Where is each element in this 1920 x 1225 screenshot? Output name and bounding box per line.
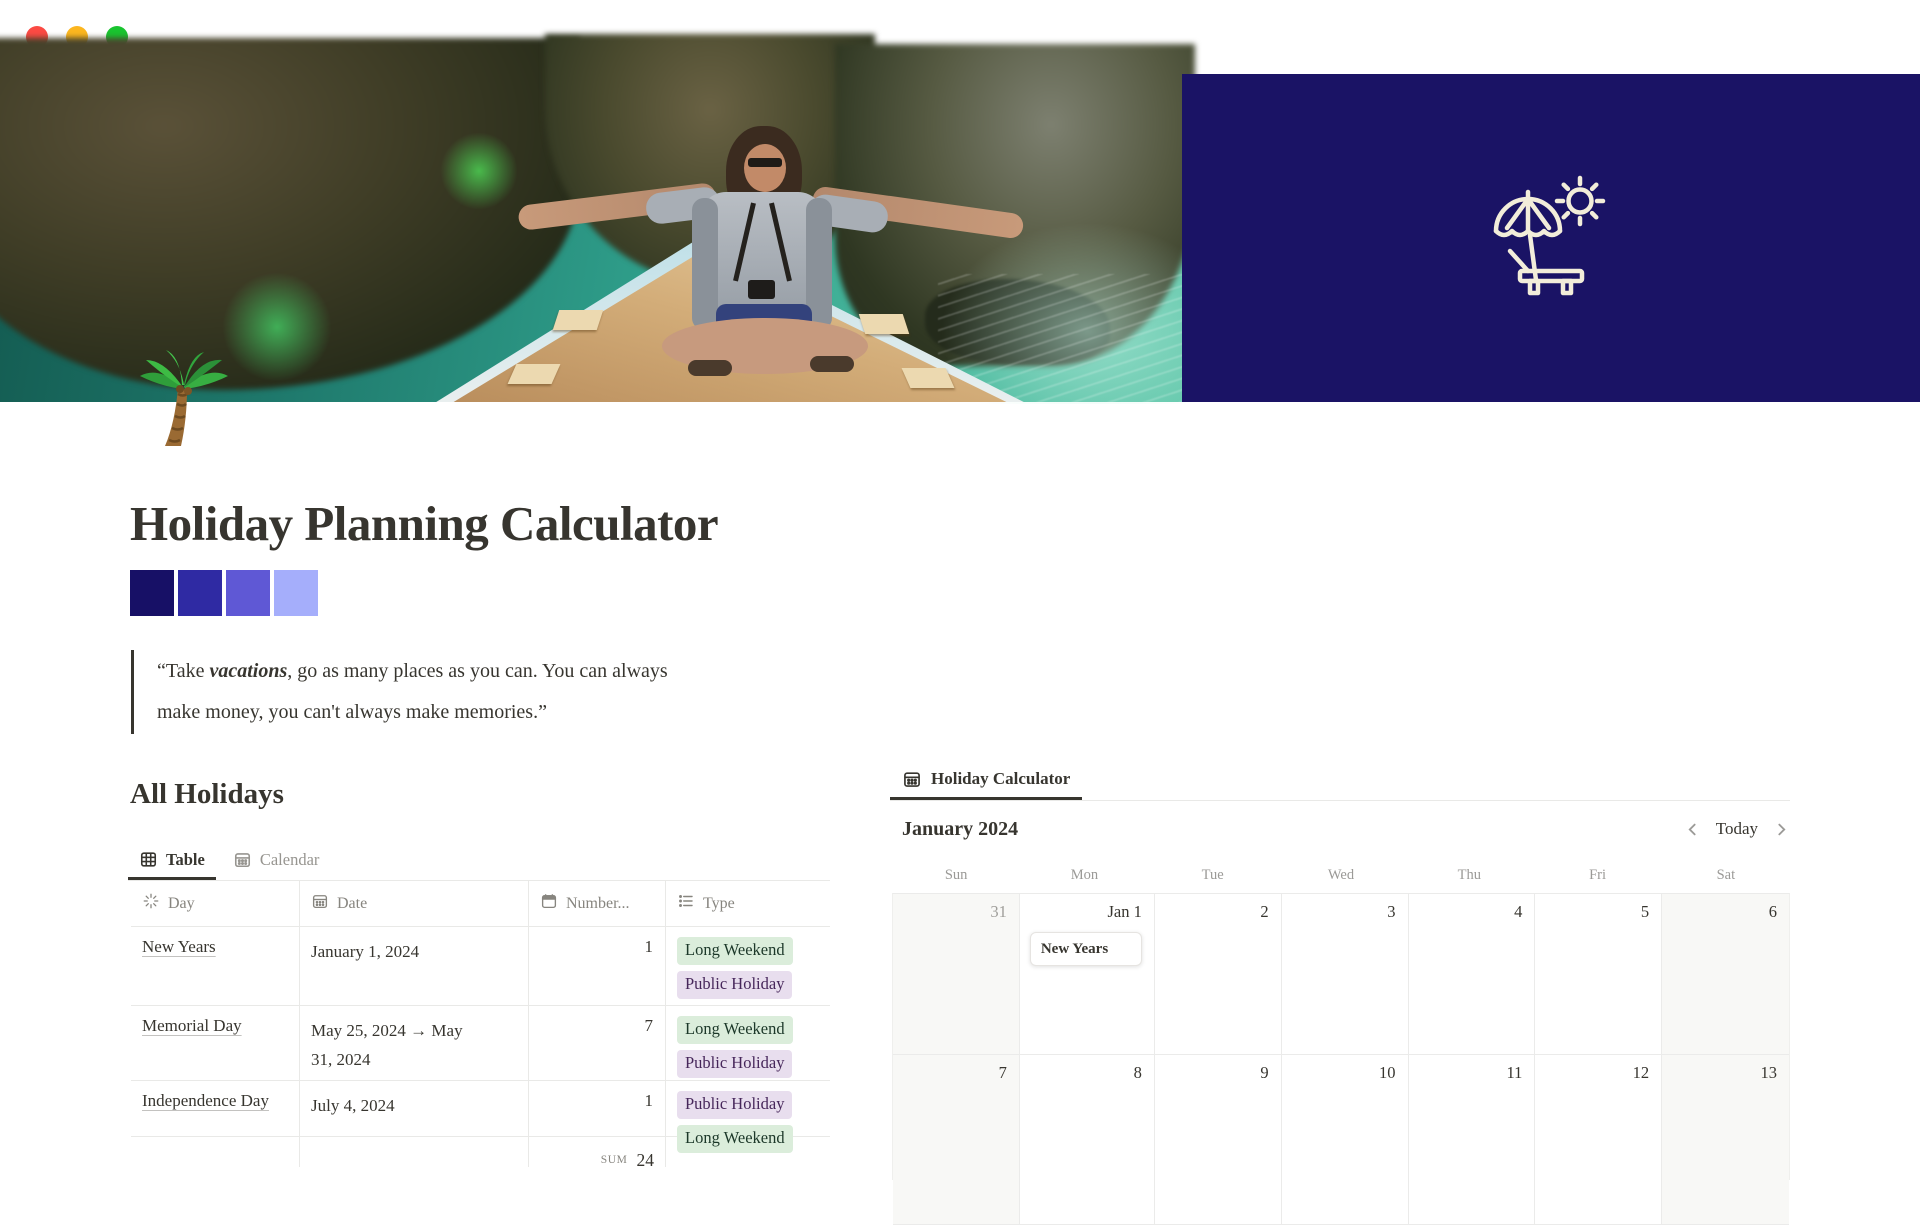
- holiday-page-link[interactable]: Memorial Day: [142, 1016, 242, 1035]
- table-icon: [139, 850, 158, 869]
- calendar-day-cell[interactable]: 12: [1535, 1055, 1662, 1225]
- person-face: [744, 144, 786, 192]
- column-label: Day: [168, 894, 195, 912]
- day-cell: [131, 1006, 300, 1080]
- calendar-day-cell[interactable]: 10: [1282, 1055, 1409, 1225]
- table-body: [131, 927, 830, 1147]
- calendar-day-cell[interactable]: 11: [1409, 1055, 1536, 1225]
- bulleted-list-icon: [677, 892, 695, 915]
- type-tag: Public Holiday: [677, 1091, 792, 1119]
- tab-calendar-view[interactable]: [222, 842, 331, 880]
- view-tab-bar: [128, 842, 830, 881]
- calendar-event-new-years[interactable]: New Years: [1030, 932, 1142, 966]
- sunglasses: [748, 158, 782, 167]
- chevron-right-icon[interactable]: [1775, 823, 1788, 836]
- holiday-page-link[interactable]: Independence Day: [142, 1091, 269, 1110]
- color-swatch: [226, 570, 270, 616]
- column-header-number[interactable]: [529, 881, 666, 926]
- number-cell: 1: [529, 1081, 666, 1167]
- type-tag: Public Holiday: [677, 1050, 792, 1078]
- column-label: Date: [337, 894, 368, 912]
- weekday-label: Tue: [1201, 866, 1224, 883]
- type-tag: Long Weekend: [677, 1125, 793, 1153]
- column-label: Type: [703, 894, 735, 912]
- boat-bench: [859, 314, 909, 334]
- starburst-icon: [142, 892, 160, 915]
- type-tag: Long Weekend: [677, 937, 793, 965]
- sum-label: SUM: [600, 1154, 628, 1166]
- boat-bench: [902, 368, 955, 388]
- quote-emphasis: vacations: [209, 660, 288, 682]
- chevron-left-icon[interactable]: [1686, 823, 1699, 836]
- tab-holiday-calculator[interactable]: [890, 760, 1082, 800]
- quote-text: “Take: [157, 660, 210, 682]
- quote-text: make money, you can't always make memories.”: [157, 701, 547, 723]
- table-row: [131, 927, 830, 1006]
- calendar-header: [890, 806, 1790, 852]
- sum-value: 24: [636, 1149, 654, 1170]
- calendar-month-label: January 2024: [902, 817, 1019, 840]
- type-cell: [666, 1006, 830, 1080]
- date-cell: January 1, 2024: [300, 927, 529, 1005]
- lens-flare: [222, 272, 332, 382]
- weekday-label: Sun: [944, 866, 968, 883]
- tab-label: Holiday Calculator: [931, 768, 1071, 788]
- column-header-type[interactable]: [666, 881, 830, 926]
- table-header-row: [131, 881, 830, 927]
- cover-accent-panel: [1182, 74, 1920, 402]
- weekday-label: Wed: [1327, 866, 1355, 883]
- date-cell: July 4, 2024: [300, 1081, 529, 1167]
- page-cover: [0, 74, 1920, 402]
- color-swatch-gallery: [130, 570, 318, 616]
- person-cardigan: [692, 198, 718, 330]
- today-button[interactable]: Today: [1715, 819, 1758, 838]
- calendar-icon: [311, 892, 329, 915]
- column-header-day[interactable]: [131, 881, 300, 926]
- calendar-icon: [233, 850, 252, 869]
- color-swatch: [178, 570, 222, 616]
- tab-table-view[interactable]: [128, 842, 216, 880]
- table-row: [131, 1006, 830, 1081]
- section-heading-all-holidays: All Holidays: [130, 778, 284, 811]
- day-cell: [131, 927, 300, 1005]
- tab-label: Calendar: [259, 849, 320, 869]
- calendar-day-cell[interactable]: Jan 1 New Years: [1020, 894, 1155, 1055]
- color-swatch: [130, 570, 174, 616]
- boat-bench: [508, 364, 561, 384]
- weekday-label: Thu: [1457, 866, 1481, 883]
- date-cell: May 25, 2024 → May 31, 2024: [300, 1006, 529, 1080]
- tab-label: Table: [166, 849, 205, 869]
- calendar-day-cell[interactable]: 13: [1662, 1055, 1789, 1225]
- number-cell: 7: [529, 1006, 666, 1080]
- calculator-tab-bar: [890, 760, 1790, 801]
- type-cell: [666, 927, 830, 1005]
- calendar-icon: [902, 769, 922, 789]
- holidays-table: [131, 881, 830, 1147]
- calendar-day-cell[interactable]: 4: [1409, 894, 1536, 1055]
- type-cell: [666, 1081, 830, 1167]
- lens-flare: [440, 132, 518, 210]
- calendar-solid-icon: [540, 892, 558, 915]
- weekday-header-row: [892, 860, 1790, 890]
- page-icon-palm-tree[interactable]: [136, 348, 232, 448]
- calendar-day-cell[interactable]: 9: [1155, 1055, 1282, 1225]
- weekday-label: Sat: [1716, 866, 1736, 883]
- type-tag: Long Weekend: [677, 1016, 793, 1044]
- table-sum-footer[interactable]: [131, 1143, 654, 1177]
- color-swatch: [274, 570, 318, 616]
- calendar-day-cell[interactable]: 5: [1535, 894, 1662, 1055]
- calendar-day-cell[interactable]: 7: [893, 1055, 1020, 1225]
- boat-bench: [553, 310, 603, 330]
- calendar-navigation: [1686, 819, 1788, 839]
- beach-umbrella-sun-icon: [1475, 168, 1627, 308]
- page-title: Holiday Planning Calculator: [130, 495, 719, 551]
- weekday-label: Mon: [1070, 866, 1099, 883]
- person-sandal: [688, 360, 732, 376]
- calendar-day-cell[interactable]: 31: [893, 894, 1020, 1055]
- calendar-day-cell[interactable]: 3: [1282, 894, 1409, 1055]
- column-label: Number...: [566, 894, 630, 912]
- quote-block: [131, 650, 817, 734]
- camera: [748, 280, 775, 299]
- holiday-page-link[interactable]: New Years: [142, 937, 216, 956]
- quote-text: , go as many places as you can. You can always: [287, 660, 668, 682]
- person-sandal: [810, 356, 854, 372]
- calendar-day-cell[interactable]: 2: [1155, 894, 1282, 1055]
- type-tag: Public Holiday: [677, 971, 792, 999]
- calendar-day-cell[interactable]: 6: [1662, 894, 1789, 1055]
- number-cell: 1: [529, 927, 666, 1005]
- calendar-day-cell[interactable]: 8: [1020, 1055, 1155, 1225]
- column-header-date[interactable]: [300, 881, 529, 926]
- weekday-label: Fri: [1589, 866, 1607, 883]
- calendar-grid: [892, 893, 1790, 1180]
